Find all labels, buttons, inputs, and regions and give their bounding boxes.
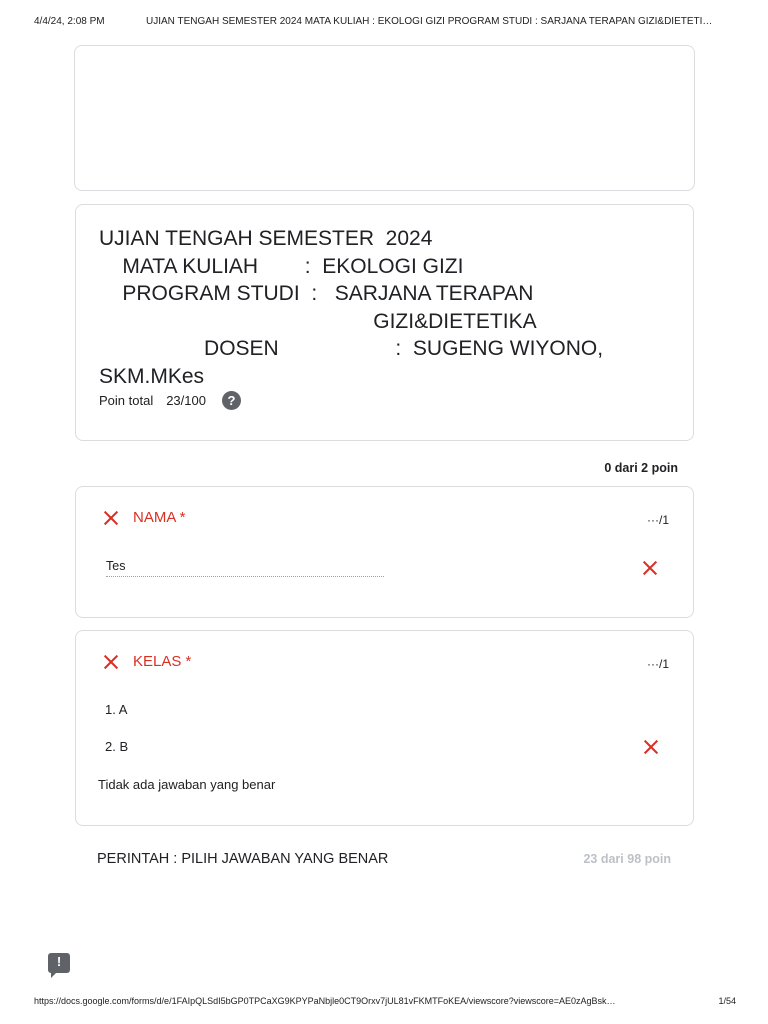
question-header	[103, 509, 186, 526]
question-card-nama	[75, 486, 694, 618]
section-points: 23 dari 98 poin	[583, 852, 671, 866]
section-points: 0 dari 2 poin	[604, 461, 678, 475]
close-icon	[642, 560, 658, 576]
form-title: UJIAN TENGAH SEMESTER 2024 MATA KULIAH : EKOLOGI GIZI PROGRAM STUDI : SARJANA TERAPAN GIZI&DIETETIKA DOSEN : SUGENG WIYONO, SKM.MKes	[99, 227, 604, 388]
print-title: UJIAN TENGAH SEMESTER 2024 MATA KULIAH : EKOLOGI GIZI PROGRAM STUDI : SARJANA TERAPAN GIZI&DIETETI…	[146, 16, 713, 27]
answer-underline	[106, 576, 384, 577]
question-title: KELAS *	[133, 653, 192, 670]
section-header	[97, 850, 671, 868]
print-date: 4/4/24, 2:08 PM	[34, 16, 105, 27]
report-feedback-icon[interactable]	[48, 953, 70, 973]
section-title: PERINTAH : PILIH JAWABAN YANG BENAR	[97, 851, 389, 867]
incorrect-icon	[103, 654, 119, 670]
score-label: Poin total	[99, 393, 154, 408]
question-title: NAMA *	[133, 509, 186, 526]
question-card-kelas	[75, 630, 694, 826]
header-banner-card	[74, 45, 695, 191]
question-score: ···/1	[647, 657, 669, 671]
help-circle-icon[interactable]: ?	[222, 391, 241, 410]
question-header	[103, 653, 191, 670]
print-url: https://docs.google.com/forms/d/e/1FAIpQLSdI5bGP0TPCaXG9KPYPaNbjle0CT9Orxv7jUL81vFKMTFoKEA/viewscore?viewscore=AE0zAgBsk…	[34, 996, 616, 1006]
option-a: 1. A	[105, 702, 128, 717]
incorrect-icon	[103, 510, 119, 526]
total-score	[99, 391, 241, 410]
form-title-card	[75, 204, 694, 441]
option-b: 2. B	[105, 739, 129, 754]
question-score: ···/1	[647, 513, 669, 527]
score-value: 23/100	[166, 393, 206, 408]
close-icon	[643, 739, 659, 755]
page-number: 1/54	[718, 996, 736, 1006]
answer-text: Tes	[106, 559, 126, 573]
answer-feedback: Tidak ada jawaban yang benar	[98, 777, 276, 792]
